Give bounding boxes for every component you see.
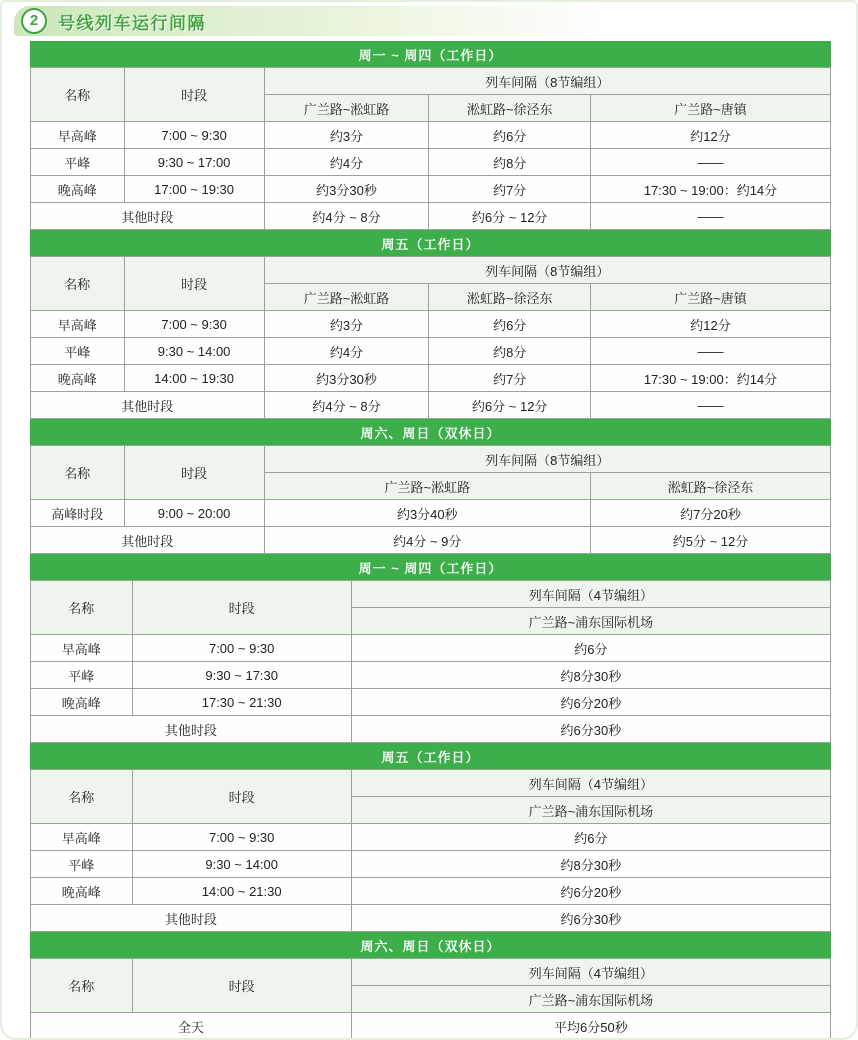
schedule-band-header: 周一 ~ 周四（工作日）: [30, 554, 831, 580]
time-range-cell: 7:00 ~ 9:30: [124, 122, 264, 149]
col-header-interval: 列车间隔（8节编组）: [264, 68, 830, 95]
table-row: [31, 824, 831, 851]
interval-cell: 平均6分50秒: [351, 1013, 830, 1040]
row-label: 早高峰: [31, 824, 133, 851]
col-header-name: 名称: [31, 446, 125, 500]
time-range-cell: 9:30 ~ 17:30: [132, 662, 351, 689]
col-header-name: 名称: [31, 770, 133, 824]
interval-cell: 约6分30秒: [351, 716, 830, 743]
col-header-name: 名称: [31, 959, 133, 1013]
interval-cell: 约4分 ~ 9分: [264, 527, 590, 554]
header-row: [31, 581, 831, 608]
col-header-time: 时段: [124, 68, 264, 122]
tables-container: [30, 41, 831, 1040]
interval-cell: 约4分: [264, 149, 429, 176]
route-header: 广兰路~浦东国际机场: [351, 608, 830, 635]
interval-cell: 约5分 ~ 12分: [590, 527, 830, 554]
row-label: 平峰: [31, 851, 133, 878]
table-row: [31, 635, 831, 662]
table-body: [31, 635, 831, 743]
row-label: 其他时段: [31, 716, 352, 743]
table-body: [31, 122, 831, 230]
interval-cell: ——: [590, 392, 830, 419]
table-row: [31, 365, 831, 392]
table-row: [31, 338, 831, 365]
time-range-cell: 7:00 ~ 9:30: [132, 635, 351, 662]
table-row: [31, 878, 831, 905]
col-header-time: 时段: [132, 770, 351, 824]
interval-cell: 约6分 ~ 12分: [429, 203, 591, 230]
route-header: 广兰路~淞虹路: [264, 473, 590, 500]
interval-cell: 约6分20秒: [351, 689, 830, 716]
row-label: 早高峰: [31, 122, 125, 149]
time-range-cell: 9:30 ~ 14:00: [124, 338, 264, 365]
col-header-interval: 列车间隔（4节编组）: [351, 770, 830, 797]
interval-cell: 约6分30秒: [351, 905, 830, 932]
col-header-name: 名称: [31, 257, 125, 311]
table-head: [31, 770, 831, 824]
col-header-interval: 列车间隔（4节编组）: [351, 581, 830, 608]
interval-cell: 约7分20秒: [590, 500, 830, 527]
interval-cell: 约3分30秒: [264, 176, 429, 203]
row-label: 平峰: [31, 149, 125, 176]
table-row: [31, 311, 831, 338]
col-header-time: 时段: [132, 959, 351, 1013]
table-body: [31, 824, 831, 932]
interval-cell: 约8分: [429, 149, 591, 176]
interval-cell: 约3分40秒: [264, 500, 590, 527]
interval-cell: 约8分30秒: [351, 662, 830, 689]
header-row: [31, 959, 831, 986]
title-banner: [14, 6, 840, 36]
schedule-band-header: 周六、周日（双休日）: [30, 932, 831, 958]
interval-cell: 约8分: [429, 338, 591, 365]
interval-cell: 约6分: [429, 311, 591, 338]
header-row: [31, 446, 831, 473]
page-title: 号线列车运行间隔: [58, 13, 206, 33]
schedule-band-header: 周五（工作日）: [30, 743, 831, 769]
time-range-cell: 7:00 ~ 9:30: [132, 824, 351, 851]
table-body: [31, 311, 831, 419]
time-range-cell: 14:00 ~ 19:30: [124, 365, 264, 392]
table-row: [31, 527, 831, 554]
col-header-name: 名称: [31, 68, 125, 122]
table-head: [31, 959, 831, 1013]
interval-cell: ——: [590, 338, 830, 365]
table-row: [31, 851, 831, 878]
interval-cell: ——: [590, 149, 830, 176]
row-label: 平峰: [31, 662, 133, 689]
interval-cell: 约6分 ~ 12分: [429, 392, 591, 419]
interval-cell: 约8分30秒: [351, 851, 830, 878]
time-range-cell: 9:00 ~ 20:00: [124, 500, 264, 527]
interval-cell: 约4分 ~ 8分: [264, 203, 429, 230]
col-header-interval: 列车间隔（8节编组）: [264, 257, 830, 284]
time-range-cell: 7:00 ~ 9:30: [124, 311, 264, 338]
time-range-cell: 14:00 ~ 21:30: [132, 878, 351, 905]
line-number-badge: 2: [21, 8, 47, 34]
route-header: 广兰路~浦东国际机场: [351, 986, 830, 1013]
time-range-cell: 9:30 ~ 14:00: [132, 851, 351, 878]
col-header-interval: 列车间隔（8节编组）: [264, 446, 830, 473]
interval-cell: 17:30 ~ 19:00：约14分: [590, 176, 830, 203]
row-label: 早高峰: [31, 635, 133, 662]
table-head: [31, 581, 831, 635]
schedule-table: [30, 67, 831, 230]
time-range-cell: 17:30 ~ 21:30: [132, 689, 351, 716]
row-label: 其他时段: [31, 392, 265, 419]
col-header-time: 时段: [124, 257, 264, 311]
schedule-band-header: 周五（工作日）: [30, 230, 831, 256]
table-row: [31, 176, 831, 203]
route-header: 淞虹路~徐泾东: [429, 95, 591, 122]
row-label: 其他时段: [31, 905, 352, 932]
table-row: [31, 905, 831, 932]
interval-cell: 约6分: [351, 824, 830, 851]
route-header: 淞虹路~徐泾东: [590, 473, 830, 500]
table-row: [31, 392, 831, 419]
table-row: [31, 149, 831, 176]
interval-cell: 约6分: [429, 122, 591, 149]
row-label: 高峰时段: [31, 500, 125, 527]
time-range-cell: 17:00 ~ 19:30: [124, 176, 264, 203]
col-header-time: 时段: [124, 446, 264, 500]
interval-cell: 约4分 ~ 8分: [264, 392, 429, 419]
interval-cell: 约3分: [264, 311, 429, 338]
table-head: [31, 446, 831, 500]
row-label: 晚高峰: [31, 878, 133, 905]
interval-cell: 约4分: [264, 338, 429, 365]
col-header-name: 名称: [31, 581, 133, 635]
interval-cell: 约7分: [429, 176, 591, 203]
route-header: 淞虹路~徐泾东: [429, 284, 591, 311]
interval-cell: 约6分20秒: [351, 878, 830, 905]
header-row: [31, 68, 831, 95]
interval-cell: 约12分: [590, 311, 830, 338]
header-row: [31, 770, 831, 797]
interval-cell: 约6分: [351, 635, 830, 662]
interval-cell: 约3分30秒: [264, 365, 429, 392]
row-label: 其他时段: [31, 203, 265, 230]
schedule-band-header: 周六、周日（双休日）: [30, 419, 831, 445]
table-row: [31, 1013, 831, 1040]
header-row: [31, 257, 831, 284]
row-label: 其他时段: [31, 527, 265, 554]
schedule-band-header: 周一 ~ 周四（工作日）: [30, 41, 831, 67]
table-head: [31, 68, 831, 122]
interval-cell: 约3分: [264, 122, 429, 149]
schedule-table: [30, 445, 831, 554]
interval-cell: 约12分: [590, 122, 830, 149]
table-row: [31, 689, 831, 716]
row-label: 晚高峰: [31, 365, 125, 392]
schedule-table: [30, 580, 831, 743]
row-label: 全天: [31, 1013, 352, 1040]
col-header-interval: 列车间隔（4节编组）: [351, 959, 830, 986]
route-header: 广兰路~淞虹路: [264, 284, 429, 311]
table-head: [31, 257, 831, 311]
row-label: 晚高峰: [31, 176, 125, 203]
row-label: 早高峰: [31, 311, 125, 338]
interval-cell: ——: [590, 203, 830, 230]
interval-cell: 17:30 ~ 19:00：约14分: [590, 365, 830, 392]
time-range-cell: 9:30 ~ 17:00: [124, 149, 264, 176]
table-body: [31, 1013, 831, 1040]
row-label: 平峰: [31, 338, 125, 365]
route-header: 广兰路~唐镇: [590, 284, 830, 311]
route-header: 广兰路~浦东国际机场: [351, 797, 830, 824]
table-body: [31, 500, 831, 554]
col-header-time: 时段: [132, 581, 351, 635]
table-row: [31, 203, 831, 230]
table-row: [31, 662, 831, 689]
schedule-table: [30, 958, 831, 1040]
table-row: [31, 716, 831, 743]
interval-cell: 约7分: [429, 365, 591, 392]
table-row: [31, 500, 831, 527]
schedule-table: [30, 256, 831, 419]
route-header: 广兰路~淞虹路: [264, 95, 429, 122]
table-row: [31, 122, 831, 149]
row-label: 晚高峰: [31, 689, 133, 716]
schedule-table: [30, 769, 831, 932]
route-header: 广兰路~唐镇: [590, 95, 830, 122]
